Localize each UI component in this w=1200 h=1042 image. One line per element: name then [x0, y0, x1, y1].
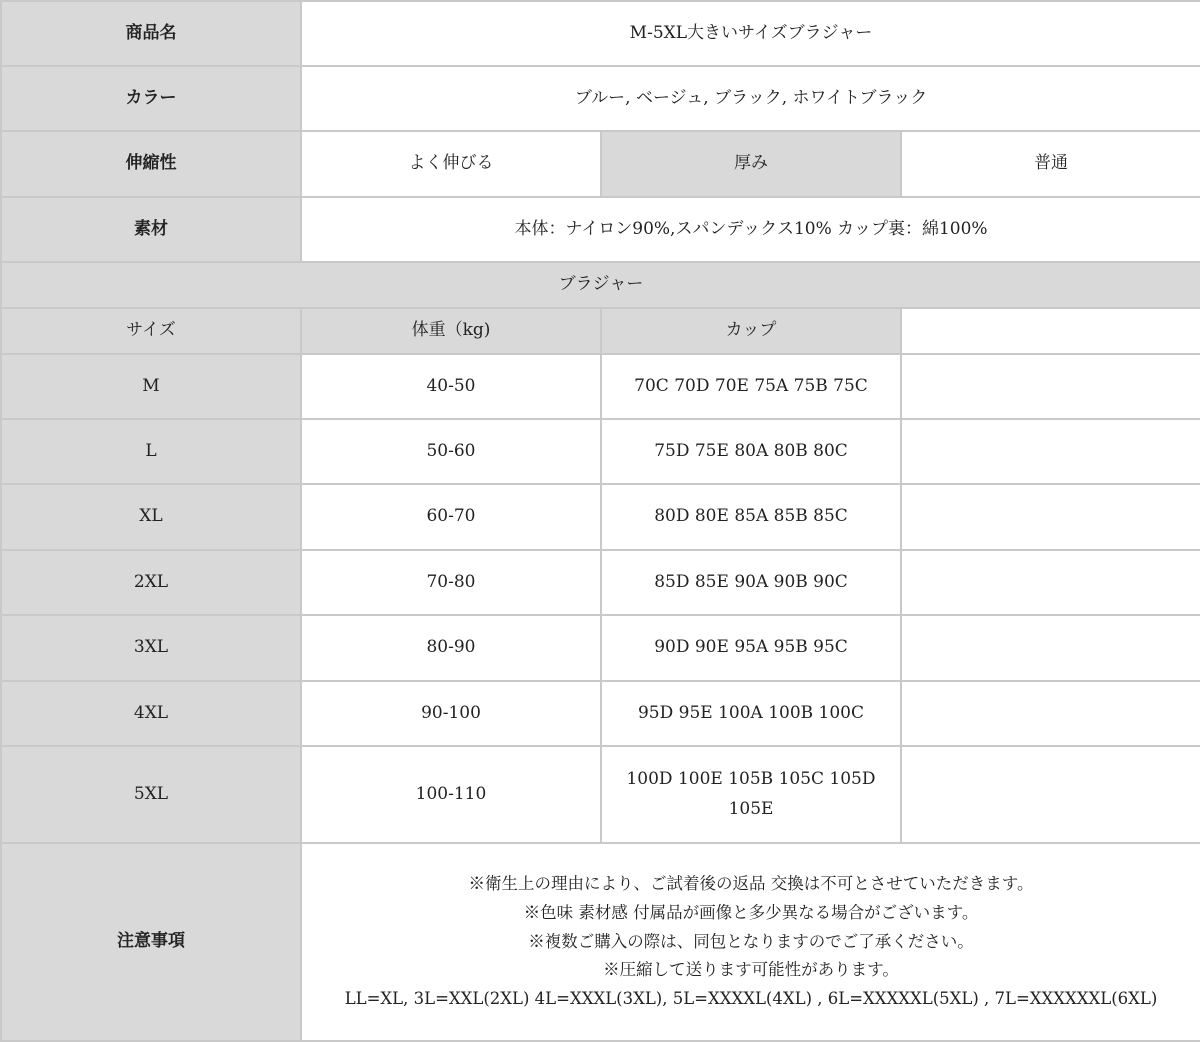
table-row	[1, 746, 1200, 843]
size-cell: 3XL	[1, 615, 301, 681]
table-row	[1, 419, 1200, 484]
weight-cell: 100-110	[301, 746, 601, 843]
cup-cell: 90D 90E 95A 95B 95C	[601, 615, 901, 681]
product-name-value: M-5XL大きいサイズブラジャー	[301, 1, 1200, 66]
thickness-label: 厚み	[601, 131, 901, 197]
size-section-title: ブラジャー	[1, 262, 1200, 308]
cup-cell: 85D 85E 90A 90B 90C	[601, 550, 901, 615]
note-compression: ※圧縮して送ります可能性があります。	[603, 960, 899, 980]
header-extra	[901, 308, 1200, 354]
header-size: サイズ	[1, 308, 301, 354]
size-cell: XL	[1, 484, 301, 550]
cup-cell: 80D 80E 85A 85B 85C	[601, 484, 901, 550]
cup-cell	[601, 746, 901, 843]
size-cell: M	[1, 354, 301, 419]
row-material	[1, 197, 1200, 262]
weight-cell: 80-90	[301, 615, 601, 681]
color-value: ブルー, ベージュ, ブラック, ホワイトブラック	[301, 66, 1200, 131]
row-color	[1, 66, 1200, 131]
extra-cell	[901, 354, 1200, 419]
header-cup: カップ	[601, 308, 901, 354]
size-cell: 4XL	[1, 681, 301, 746]
weight-cell: 70-80	[301, 550, 601, 615]
notes-content	[301, 843, 1200, 1041]
size-cell: 5XL	[1, 746, 301, 843]
weight-cell: 90-100	[301, 681, 601, 746]
table-row	[1, 550, 1200, 615]
notes-label: 注意事項	[1, 843, 301, 1041]
cup-cell: 70C 70D 70E 75A 75B 75C	[601, 354, 901, 419]
note-color-difference: ※色味 素材感 付属品が画像と多少異なる場合がございます。	[523, 902, 979, 922]
row-notes	[1, 843, 1200, 1041]
extra-cell	[901, 681, 1200, 746]
table-row	[1, 681, 1200, 746]
extra-cell	[901, 615, 1200, 681]
product-name-label: 商品名	[1, 1, 301, 66]
row-section-title	[1, 262, 1200, 308]
extra-cell	[901, 484, 1200, 550]
row-product-name	[1, 1, 1200, 66]
extra-cell	[901, 746, 1200, 843]
thickness-value: 普通	[901, 131, 1200, 197]
size-cell: L	[1, 419, 301, 484]
table-row	[1, 615, 1200, 681]
material-label: 素材	[1, 197, 301, 262]
weight-cell: 50-60	[301, 419, 601, 484]
cup-text: 100D 100E 105B 105C 105D 105E	[626, 768, 876, 819]
extra-cell	[901, 419, 1200, 484]
cup-cell: 95D 95E 100A 100B 100C	[601, 681, 901, 746]
table-row	[1, 484, 1200, 550]
row-size-headers	[1, 308, 1200, 354]
extra-cell	[901, 550, 1200, 615]
color-label: カラー	[1, 66, 301, 131]
row-stretch	[1, 131, 1200, 197]
stretch-value: よく伸びる	[301, 131, 601, 197]
size-cell: 2XL	[1, 550, 301, 615]
note-size-conversion: LL=XL, 3L=XXL(2XL) 4L=XXXL(3XL), 5L=XXXXL(4XL) , 6L=XXXXXL(5XL) , 7L=XXXXXXL(6XL)	[344, 989, 1158, 1009]
cup-cell: 75D 75E 80A 80B 80C	[601, 419, 901, 484]
table-row	[1, 354, 1200, 419]
weight-cell: 60-70	[301, 484, 601, 550]
note-bundled-shipping: ※複数ご購入の際は、同包となりますのでご了承ください。	[528, 931, 974, 951]
stretch-label: 伸縮性	[1, 131, 301, 197]
header-weight: 体重（kg)	[301, 308, 601, 354]
note-hygiene: ※衛生上の理由により、ご試着後の返品 交換は不可とさせていただきます。	[468, 873, 1034, 893]
weight-cell: 40-50	[301, 354, 601, 419]
material-value: 本体：ナイロン90%,スパンデックス10% カップ裏：綿100%	[301, 197, 1200, 262]
